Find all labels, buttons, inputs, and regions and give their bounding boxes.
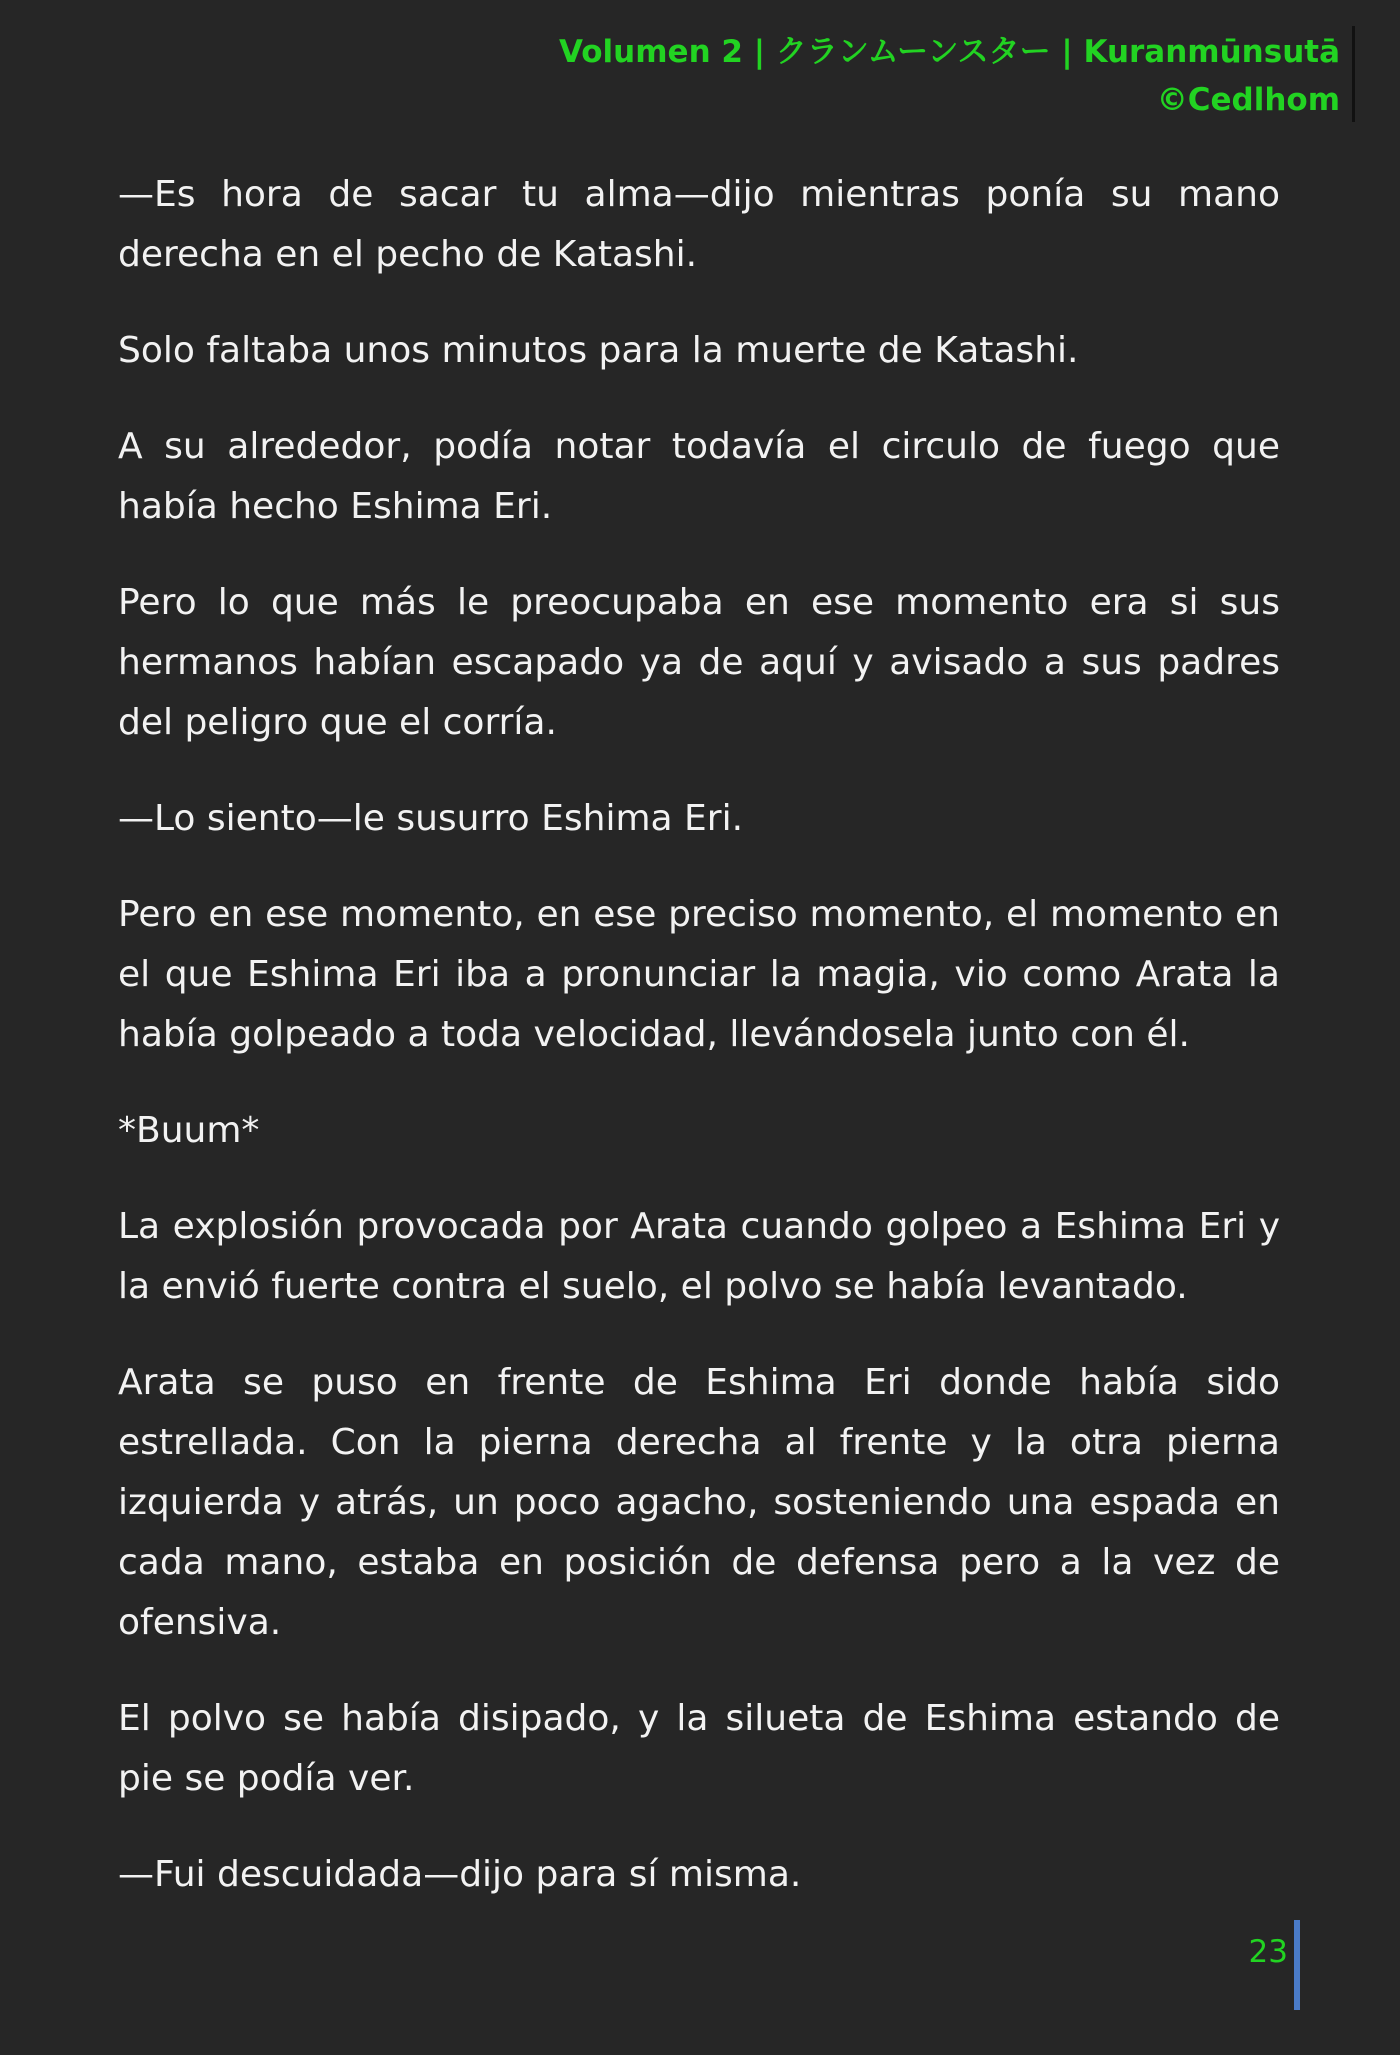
paragraph: Solo faltaba unos minutos para la muerte de Katashi. (118, 330, 1079, 371)
paragraph: Pero en ese momento, en ese preciso momento, el momento en el que Eshima Eri iba a pronunciar la magia, vio como Arata la había golpeado a toda velocidad, llevándosela junto con él. (118, 894, 1280, 1055)
paragraph: *Buum* (118, 1110, 260, 1151)
header-series-title: Volumen 2 | クランムーンスター | Kuranmūnsutā (558, 34, 1340, 70)
paragraph: Pero lo que más le preocupaba en ese momento era si sus hermanos habían escapado ya de aquí y avisado a sus padres del peligro que el corría. (118, 582, 1280, 743)
paragraph: La explosión provocada por Arata cuando golpeo a Eshima Eri y la envió fuerte contra el suelo, el polvo se había levantado. (118, 1206, 1280, 1307)
page-body (118, 165, 1280, 1941)
running-header (440, 28, 1340, 124)
paragraph: Arata se puso en frente de Eshima Eri donde había sido estrellada. Con la pierna derecha al frente y la otra pierna izquierda y atrás, un poco agacho, sosteniendo una espada en cada mano, estaba en posición de defensa pero a la vez de ofensiva. (118, 1362, 1280, 1643)
paragraph: —Es hora de sacar tu alma—dijo mientras ponía su mano derecha en el pecho de Katashi. (118, 174, 1280, 275)
header-copyright: ©Cedlhom (1156, 82, 1340, 118)
paragraph: —Fui descuidada—dijo para sí misma. (118, 1854, 802, 1895)
paragraph: El polvo se había disipado, y la silueta de Eshima estando de pie se podía ver. (118, 1698, 1280, 1799)
header-divider (1352, 26, 1355, 122)
page-number: 23 (1248, 1934, 1288, 1970)
paragraph: A su alrededor, podía notar todavía el circulo de fuego que había hecho Eshima Eri. (118, 426, 1280, 527)
paragraph: —Lo siento—le susurro Eshima Eri. (118, 798, 744, 839)
page-number-divider (1294, 1920, 1300, 2010)
